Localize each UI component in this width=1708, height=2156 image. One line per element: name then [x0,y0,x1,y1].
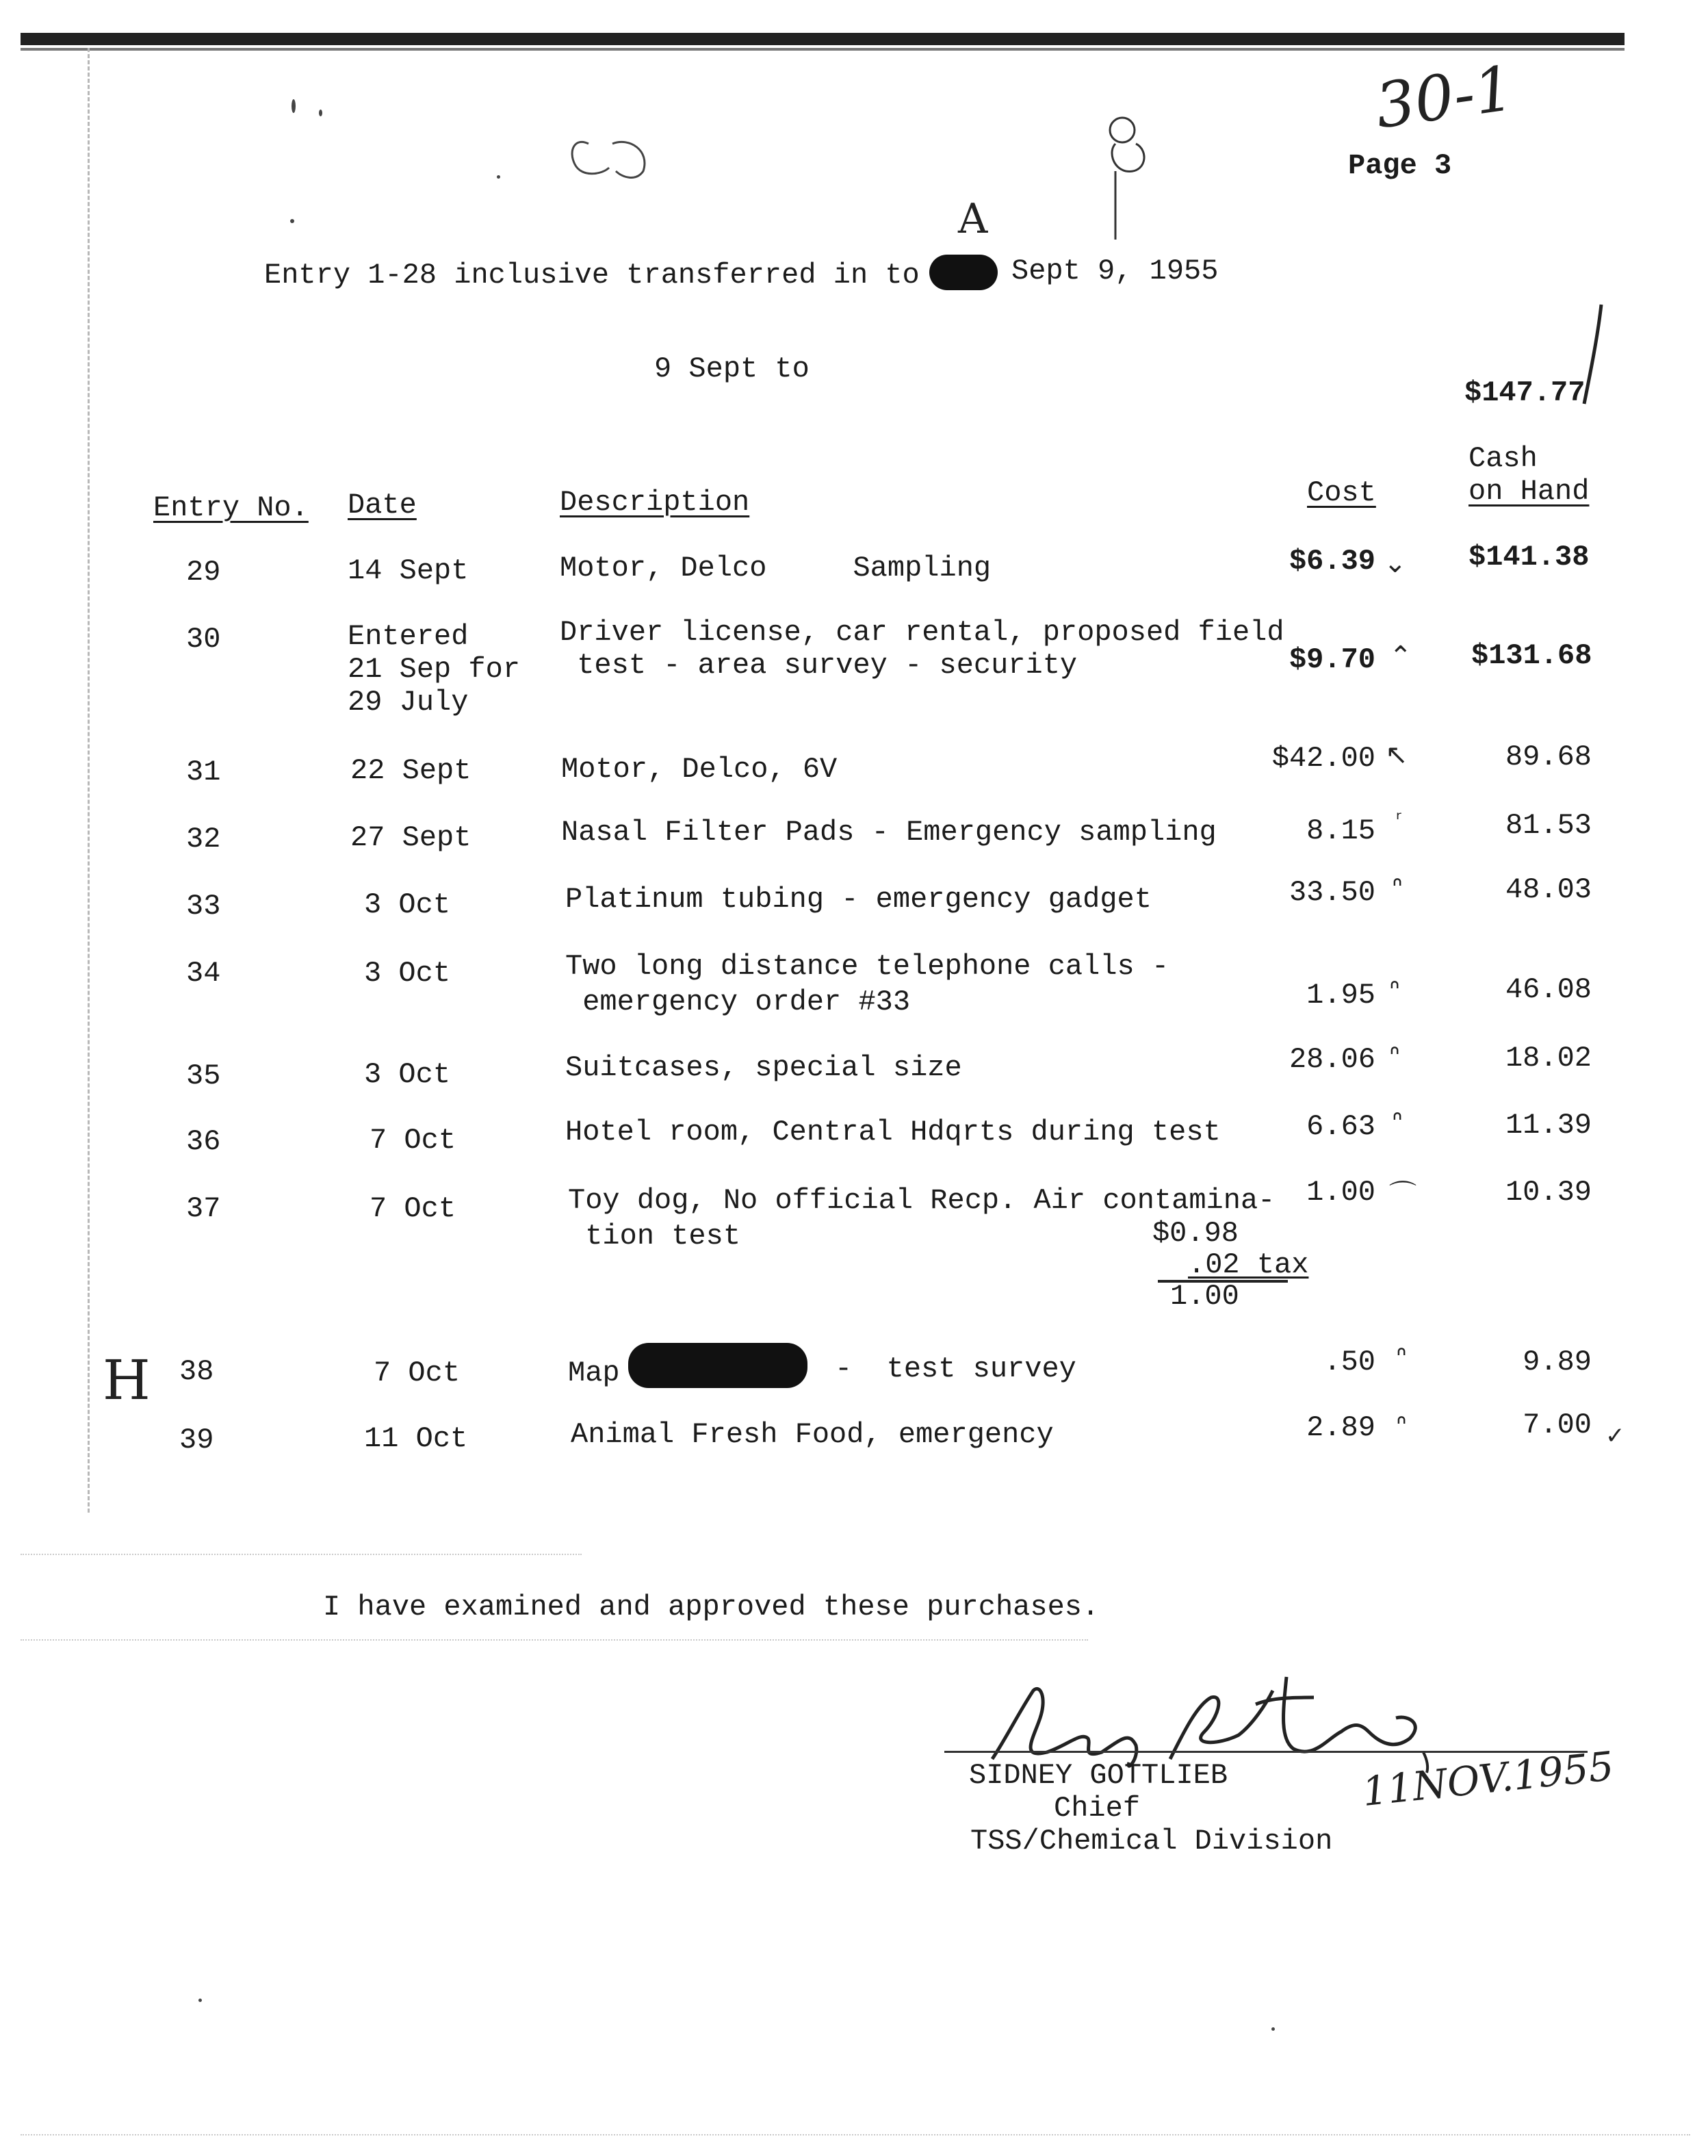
opening-balance: $147.77 [1464,376,1586,409]
scan-guide-line [21,1554,582,1555]
entry-description: Motor, Delco Sampling [560,552,992,585]
entry-no: 29 [186,556,221,589]
entry-cost: 28.06 [1289,1043,1375,1076]
handwritten-file-ref: 30-1 [1371,52,1518,143]
entry-cash: 9.89 [1523,1346,1592,1378]
redaction-box [628,1343,807,1388]
verified-tick-icon: ↖ [1385,739,1408,771]
column-header-cash-line1: Cash [1468,442,1538,475]
entry-date: 3 Oct [364,888,451,921]
entry-cost: 1.00 [1306,1176,1375,1209]
entry-cost: 1.95 [1306,979,1375,1012]
transfer-text: Entry 1-28 inclusive transferred in to [264,259,920,292]
handwritten-signature-date: 11NOV.1955 [1360,1742,1616,1816]
entry-no: 37 [186,1192,221,1225]
signer-division: TSS/Chemical Division [970,1825,1333,1858]
entry-description: Driver license, car rental, proposed field [560,616,1284,649]
entry-cash: 11.39 [1505,1109,1592,1142]
entry-cash: $131.68 [1471,639,1592,672]
scan-guide-line [21,2134,1690,2135]
entry-description: Map [568,1357,620,1389]
verified-tick-icon: ᐢ [1396,1342,1407,1373]
left-margin-rule [88,48,90,1513]
column-header-cash-line2: on Hand [1468,475,1590,508]
top-edge-scan-bar [21,33,1625,45]
scan-speck [497,175,500,179]
entry-cash: 46.08 [1505,973,1592,1006]
entry-cost: 6.63 [1306,1110,1375,1143]
entry-date: Entered [348,620,469,653]
entry-date: 14 Sept [348,554,469,587]
entry-date: 7 Oct [370,1124,456,1157]
entry-cost: $6.39 [1289,545,1375,578]
top-edge-scan-line [21,48,1625,51]
entry-date: 22 Sept [350,754,471,787]
entry-description: Suitcases, special size [565,1051,962,1084]
entry-date: 21 Sep for [348,653,521,686]
entry-description: - test survey [835,1352,1076,1385]
entry-date: 11 Oct [364,1422,468,1455]
scan-speck [319,110,322,116]
check-mark-icon [1574,301,1615,411]
scan-speck [292,99,296,113]
entry-date: 3 Oct [364,957,451,990]
verified-tick-icon: ᐢ [1396,1410,1407,1441]
page-number: Page 3 [1348,149,1452,182]
approval-statement: I have examined and approved these purchases. [323,1591,1100,1624]
subcalc-price: $0.98 [1152,1217,1239,1250]
entry-no: 31 [186,756,221,788]
scan-guide-line [21,1639,1088,1641]
entry-date: 7 Oct [370,1192,456,1225]
entry-description: emergency order #33 [565,986,911,1018]
period-text: 9 Sept to [654,352,810,385]
handwritten-mark-a: A [958,195,988,243]
entry-cash: 10.39 [1505,1176,1592,1209]
signer-name: SIDNEY GOTTLIEB [969,1759,1228,1792]
entry-description: Hotel room, Central Hdqrts during test [565,1116,1221,1148]
entry-no: 32 [186,823,221,856]
punch-hole-marks [547,103,1204,240]
scan-speck [198,1999,202,2002]
entry-no: 38 [179,1355,214,1388]
entry-cost: $9.70 [1289,643,1375,676]
entry-cost: 33.50 [1289,876,1375,909]
redaction-box [929,255,998,290]
verified-tick-icon: ⌃ [1389,641,1412,672]
column-header-date: Date [348,489,417,522]
entry-date: 3 Oct [364,1058,451,1091]
entry-cost: 8.15 [1306,814,1375,847]
column-header-entry-no: Entry No. [153,491,309,524]
verified-tick-icon: ᐢ [1392,1106,1403,1138]
entry-description: Animal Fresh Food, emergency [571,1418,1054,1451]
entry-cash: 48.03 [1505,873,1592,906]
verified-tick-icon: ᐢ [1389,975,1400,1006]
entry-no: 36 [186,1125,221,1158]
entry-cash: 89.68 [1505,741,1592,773]
entry-no: 33 [186,890,221,923]
entry-cost: .50 [1323,1346,1375,1378]
entry-cost: 2.89 [1306,1411,1375,1444]
scan-speck [1271,2027,1275,2031]
signature-line [944,1751,1588,1753]
entry-cost: $42.00 [1271,742,1375,775]
check-mark-icon: ✓ [1605,1422,1625,1450]
scan-speck [290,219,294,223]
verified-tick-icon: ⌒ [1389,1179,1416,1211]
signer-title: Chief [1054,1792,1141,1825]
entry-description: Platinum tubing - emergency gadget [565,883,1152,916]
entry-description: test - area survey - security [560,649,1078,682]
subcalc-tax: .02 tax [1188,1248,1309,1281]
entry-description: Motor, Delco, 6V [561,753,838,786]
verified-tick-icon: ᐢ [1389,1040,1400,1072]
handwritten-mark-h: H [103,1348,151,1412]
subcalc-total: 1.00 [1170,1280,1239,1313]
entry-date: 7 Oct [374,1357,461,1389]
entry-cash: 7.00 [1523,1409,1592,1441]
verified-tick-icon: ʳ [1396,808,1401,832]
entry-description: Toy dog, No official Recp. Air contamina- [568,1184,1276,1217]
entry-cash: 81.53 [1505,809,1592,842]
verified-tick-icon: ⌄ [1384,548,1407,579]
column-header-description: Description [560,486,750,519]
entry-no: 35 [186,1060,221,1092]
entry-description: Nasal Filter Pads - Emergency sampling [561,816,1217,849]
entry-date: 27 Sept [350,821,471,854]
entry-cash: 18.02 [1505,1042,1592,1075]
entry-date: 29 July [348,686,469,719]
column-header-cost: Cost [1307,476,1376,509]
entry-no: 39 [179,1424,214,1456]
entry-no: 30 [186,623,221,656]
transfer-date: Sept 9, 1955 [1011,255,1219,287]
entry-description: tion test [568,1220,741,1253]
entry-no: 34 [186,957,221,990]
entry-description: Two long distance telephone calls - [565,950,1169,983]
verified-tick-icon: ᐢ [1392,872,1403,903]
entry-cash: $141.38 [1468,541,1590,574]
